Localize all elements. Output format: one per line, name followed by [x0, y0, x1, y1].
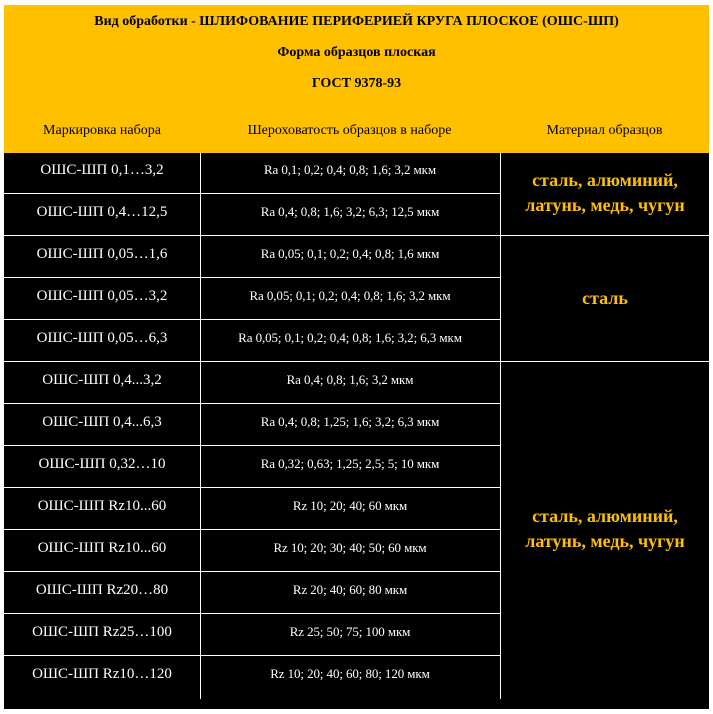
title-processing-type: Вид обработки - ШЛИФОВАНИЕ ПЕРИФЕРИЕЙ КРУГА ПЛОСКОЕ (ОШС-ШП): [94, 14, 619, 29]
set-code-cell: ОШС-ШП Rz10...60: [37, 498, 167, 514]
roughness-cell: Ra 0,05; 0,1; 0,2; 0,4; 0,8; 1,6 мкм: [260, 246, 440, 261]
row-divider: [4, 655, 500, 656]
column-divider: [200, 153, 201, 699]
set-code-cell: ОШС-ШП Rz20…80: [35, 582, 169, 598]
material-line: сталь, алюминий,: [532, 506, 678, 526]
set-code-cell: ОШС-ШП 0,05…6,3: [36, 330, 168, 346]
set-code-cell: ОШС-ШП 0,4...6,3: [42, 414, 162, 430]
title-sample-shape: Форма образцов плоская: [277, 45, 436, 60]
set-code-cell: ОШС-ШП 0,32…10: [38, 456, 166, 472]
roughness-cell: Rz 25; 50; 75; 100 мкм: [289, 624, 411, 639]
material-line: латунь, медь, чугун: [525, 195, 685, 215]
set-code-cell: ОШС-ШП Rz10…120: [32, 666, 172, 682]
set-code-cell: ОШС-ШП 0,4...3,2: [42, 372, 162, 388]
set-code-cell: ОШС-ШП Rz10...60: [37, 540, 167, 556]
row-divider: [4, 361, 500, 362]
row-divider: [4, 529, 500, 530]
material-line: сталь: [582, 287, 628, 308]
material-line: сталь, алюминий,: [532, 170, 678, 190]
set-code-cell: ОШС-ШП 0,05…3,2: [36, 288, 168, 304]
roughness-cell: Rz 20; 40; 60; 80 мкм: [292, 582, 408, 597]
roughness-cell: Rz 10; 20; 40; 60; 80; 120 мкм: [270, 666, 430, 681]
set-code-cell: ОШС-ШП 0,05…1,6: [36, 246, 168, 262]
table-header-row: [4, 108, 709, 153]
gost-table-sheet: [4, 5, 709, 709]
roughness-cell: Rz 10; 20; 30; 40; 50; 60 мкм: [273, 540, 427, 555]
material-line: латунь, медь, чугун: [525, 531, 685, 551]
roughness-cell: Ra 0,4; 0,8; 1,6; 3,2 мкм: [286, 372, 414, 387]
roughness-cell: Ra 0,05; 0,1; 0,2; 0,4; 0,8; 1,6; 3,2 мкм: [249, 288, 451, 303]
roughness-cell: Ra 0,1; 0,2; 0,4; 0,8; 1,6; 3,2 мкм: [263, 162, 437, 177]
row-divider: [4, 319, 500, 320]
row-divider: [4, 445, 500, 446]
row-divider: [4, 235, 500, 236]
row-divider: [4, 403, 500, 404]
roughness-cell: Ra 0,4; 0,8; 1,25; 1,6; 3,2; 6,3 мкм: [260, 414, 440, 429]
column-header-roughness: Шероховатость образцов в наборе: [247, 123, 452, 138]
set-code-cell: ОШС-ШП 0,1…3,2: [40, 162, 164, 178]
row-divider: [4, 613, 500, 614]
material-divider: [500, 361, 709, 362]
roughness-cell: Rz 10; 20; 40; 60 мкм: [292, 498, 408, 513]
row-divider: [4, 193, 500, 194]
roughness-cell: Ra 0,32; 0,63; 1,25; 2,5; 5; 10 мкм: [260, 456, 440, 471]
set-code-cell: ОШС-ШП 0,4…12,5: [36, 204, 168, 220]
column-header-code: Маркировка набора: [43, 123, 161, 138]
roughness-cell: Ra 0,05; 0,1; 0,2; 0,4; 0,8; 1,6; 3,2; 6,3 мкм: [238, 330, 462, 345]
material-divider: [500, 235, 709, 236]
row-divider: [4, 487, 500, 488]
roughness-cell: Ra 0,4; 0,8; 1,6; 3,2; 6,3; 12,5 мкм: [260, 204, 440, 219]
column-header-material: Материал образцов: [546, 123, 663, 138]
row-divider: [4, 571, 500, 572]
row-divider: [4, 277, 500, 278]
title-block: [4, 5, 709, 108]
set-code-cell: ОШС-ШП Rz25…100: [32, 624, 172, 640]
title-standard: ГОСТ 9378-93: [311, 76, 402, 91]
